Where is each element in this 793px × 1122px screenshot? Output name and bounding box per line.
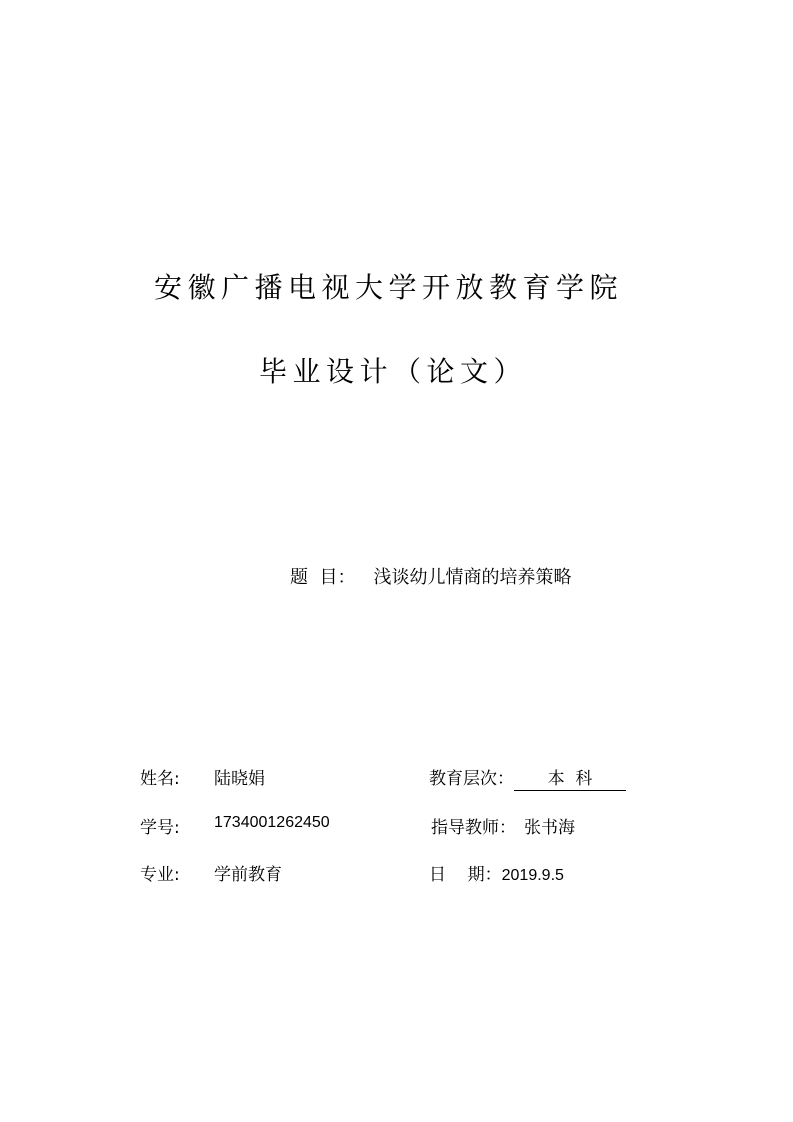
topic-value: 浅谈幼儿情商的培养策略 bbox=[373, 567, 572, 588]
name-value-wrap bbox=[214, 764, 265, 789]
major-value-wrap bbox=[214, 860, 282, 885]
education-level-value: 本 科 bbox=[514, 764, 626, 791]
school-title: 安徽广播电视大学开放教育学院 bbox=[154, 271, 624, 304]
major-label: 专业: bbox=[140, 865, 180, 885]
advisor-value: 张书海 bbox=[524, 818, 575, 838]
topic-row bbox=[290, 563, 571, 589]
student-id-field bbox=[140, 813, 180, 838]
education-level-field bbox=[429, 764, 626, 791]
student-id-value: 1734001262450 bbox=[214, 814, 330, 831]
advisor-field bbox=[431, 813, 575, 838]
advisor-label: 指导教师： bbox=[431, 818, 516, 838]
date-field bbox=[429, 860, 564, 885]
date-label: 日 期： bbox=[429, 865, 502, 885]
major-value: 学前教育 bbox=[214, 865, 282, 885]
topic-label: 题 目： bbox=[290, 567, 356, 588]
student-id-value-wrap bbox=[214, 814, 330, 832]
name-label: 姓名: bbox=[140, 769, 180, 789]
education-level-label: 教育层次： bbox=[429, 769, 514, 789]
name-value: 陆晓娟 bbox=[214, 769, 265, 789]
student-id-label: 学号: bbox=[140, 818, 180, 838]
date-value: 2019.9.5 bbox=[501, 867, 564, 884]
name-field bbox=[140, 764, 180, 789]
major-field bbox=[140, 860, 180, 885]
document-type-title: 毕业设计（论文） bbox=[259, 355, 528, 388]
